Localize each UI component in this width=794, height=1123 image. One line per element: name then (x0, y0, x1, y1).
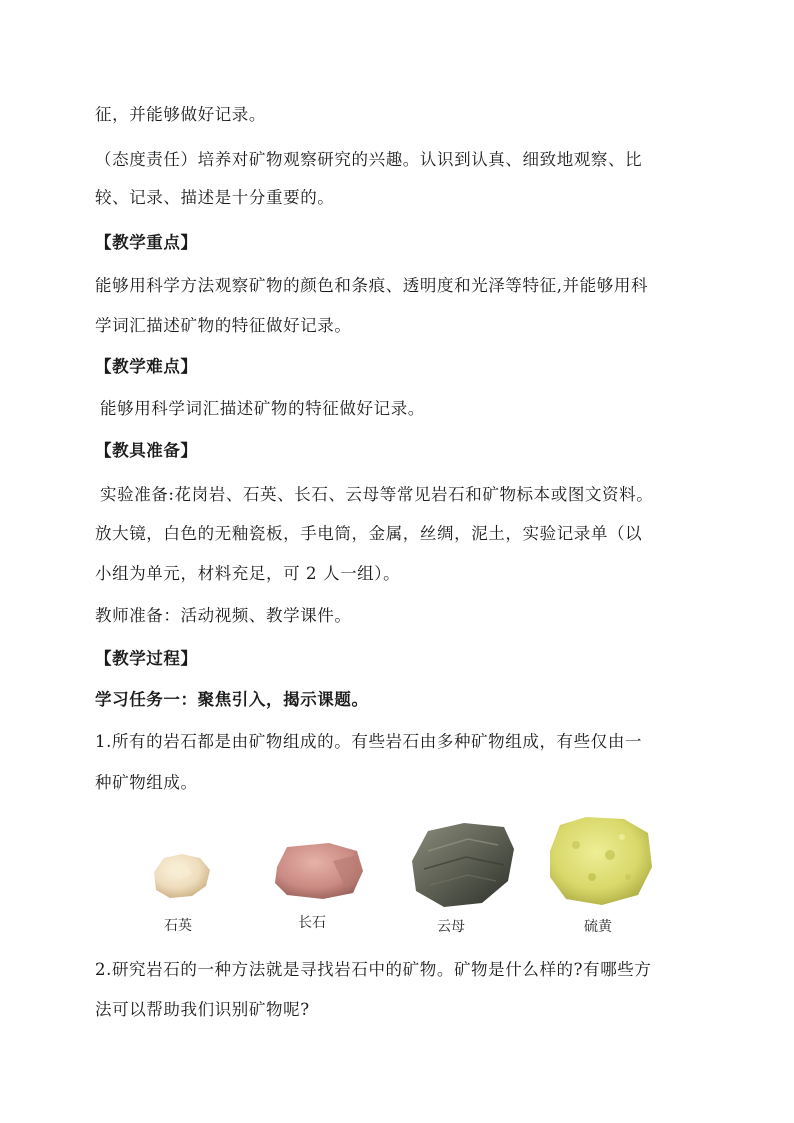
sulfur-image (546, 815, 654, 907)
heading-key-points: 【教学重点】 (95, 233, 198, 252)
paragraph-continuation: 征，并能够做好记录。 (95, 105, 266, 124)
feldspar-image (273, 841, 365, 901)
attitude-paragraph-line-1: （态度责任）培养对矿物观察研究的兴趣。认识到认真、细致地观察、比 (95, 150, 643, 169)
experiment-prep-line-2: 放大镜，白色的无釉瓷板，手电筒，金属，丝绸，泥土，实验记录单（以 (95, 524, 643, 543)
key-points-line-1: 能够用科学方法观察矿物的颜色和条痕、透明度和光泽等特征,并能够用科 (95, 276, 649, 295)
caption-feldspar: 长石 (298, 915, 326, 931)
caption-quartz: 石英 (164, 918, 192, 934)
mica-image (408, 821, 516, 909)
heading-teaching-aids: 【教具准备】 (95, 441, 198, 460)
step-2-line-1: 2.研究岩石的一种方法就是寻找岩石中的矿物。矿物是什么样的?有哪些方 (95, 960, 652, 979)
step-1-line-1: 1.所有的岩石都是由矿物组成的。有些岩石由多种矿物组成，有些仅由一 (95, 732, 643, 751)
experiment-prep-line-1: 实验准备:花岗岩、石英、长石、云母等常见岩石和矿物标本或图文资料。 (100, 485, 654, 504)
key-points-line-2: 学词汇描述矿物的特征做好记录。 (95, 316, 352, 335)
heading-teaching-process: 【教学过程】 (95, 649, 198, 668)
mineral-feldspar (273, 841, 365, 901)
caption-sulfur: 硫黄 (584, 919, 612, 935)
caption-mica: 云母 (437, 919, 465, 935)
mineral-quartz (148, 852, 214, 900)
experiment-prep-line-3: 小组为单元，材料充足，可 2 人一组）。 (95, 564, 401, 583)
mineral-sulfur (546, 815, 654, 907)
step-1-line-2: 种矿物组成。 (95, 773, 198, 792)
heading-difficult-points: 【教学难点】 (95, 357, 198, 376)
mineral-mica (408, 821, 516, 909)
mineral-figure (140, 805, 680, 945)
quartz-image (148, 852, 214, 900)
learning-task-1-title: 学习任务一：聚焦引入，揭示课题。 (95, 690, 369, 709)
attitude-paragraph-line-2: 较、记录、描述是十分重要的。 (95, 188, 335, 207)
teacher-prep: 教师准备：活动视频、教学课件。 (95, 606, 352, 625)
difficult-points-text: 能够用科学词汇描述矿物的特征做好记录。 (100, 399, 425, 418)
step-2-line-2: 法可以帮助我们识别矿物呢? (95, 1000, 310, 1019)
